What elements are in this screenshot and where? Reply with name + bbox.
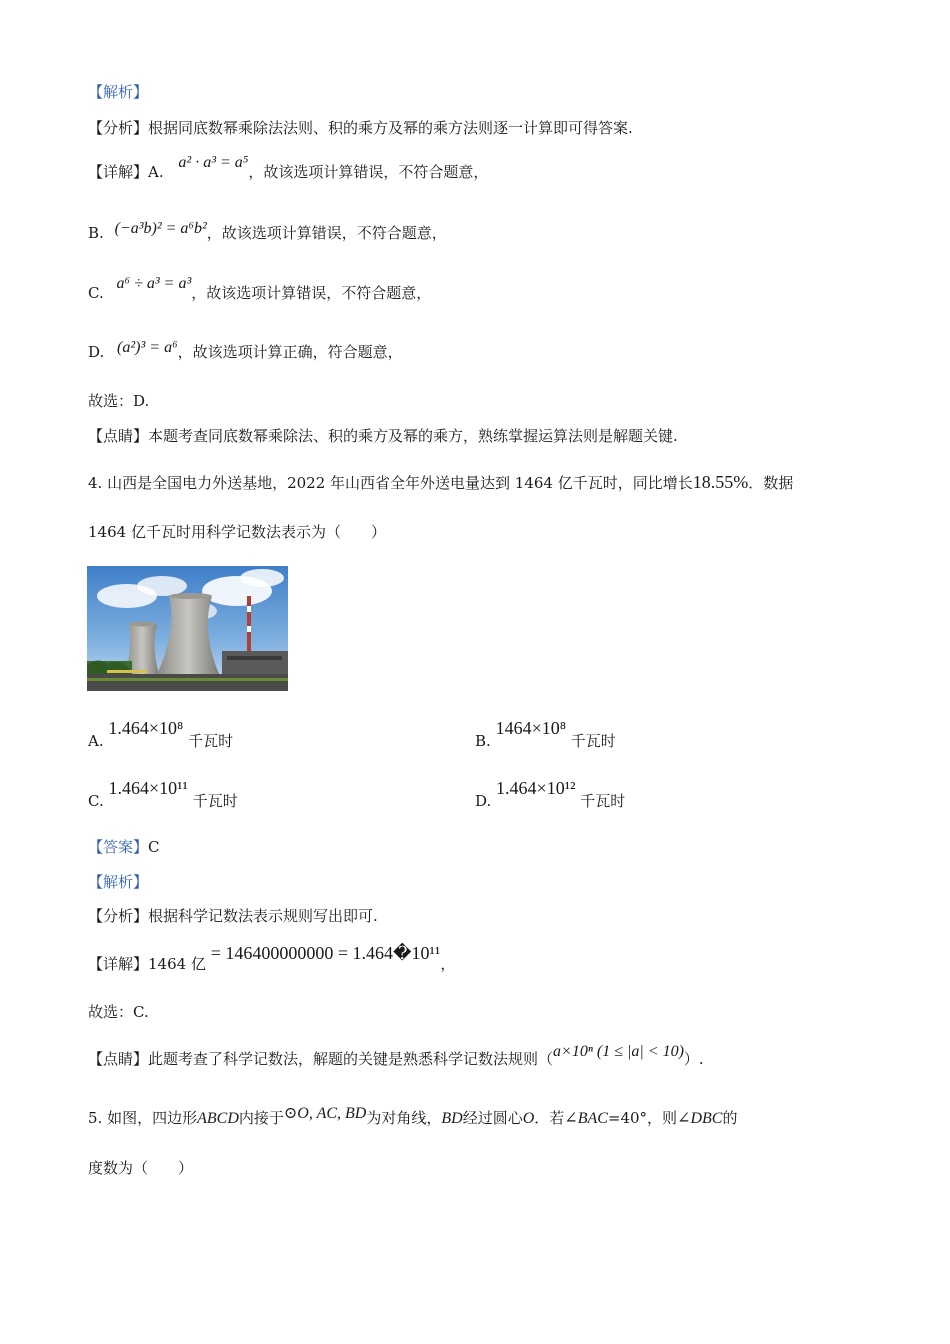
q4-fenxi-text: 根据科学记数法表示规则写出即可. bbox=[148, 907, 378, 925]
q4-option-a-unit: 千瓦时 bbox=[188, 732, 234, 750]
q5-t1: 内接于 bbox=[238, 1109, 284, 1127]
q5-stem-1a: 5. 如图，四边形 bbox=[88, 1109, 198, 1127]
q4-fenxi-tag: 【分析】 bbox=[88, 907, 149, 925]
q4-option-d-unit: 千瓦时 bbox=[580, 792, 626, 810]
option-c-text: ，故该选项计算错误，不符合题意， bbox=[191, 284, 432, 302]
option-a-label: A. bbox=[148, 163, 164, 181]
q4-option-b[interactable] bbox=[475, 718, 616, 750]
q5-m6: ∠DBC bbox=[677, 1110, 723, 1127]
fenxi-tag: 【分析】 bbox=[88, 119, 149, 137]
option-d-text: ，故该选项计算正确，符合题意， bbox=[177, 343, 403, 361]
q5-m1: ABCD bbox=[197, 1110, 239, 1127]
q5-t5: =40°，则 bbox=[607, 1109, 678, 1127]
analysis-tag: 【解析】 bbox=[88, 83, 149, 101]
q4-answer-line bbox=[88, 837, 160, 857]
q5-t2: 为对角线， bbox=[366, 1109, 442, 1127]
cooling-tower-photo bbox=[87, 566, 288, 691]
cooling-tower-icon bbox=[87, 566, 288, 691]
q4-option-a-label: A. bbox=[88, 732, 104, 750]
option-a-math: a² · a³ = a⁵ bbox=[178, 154, 249, 171]
dianjing-text: 本题考查同底数幂乘除法、积的乘方及幂的乘方，熟练掌握运算法则是解题关键. bbox=[148, 427, 678, 445]
detail-line-c bbox=[88, 275, 432, 304]
q5-stem-line1 bbox=[88, 1105, 738, 1129]
q5-t4: ．若 bbox=[534, 1109, 565, 1127]
fenxi-line bbox=[88, 118, 633, 138]
q4-option-c-unit: 千瓦时 bbox=[192, 792, 238, 810]
q4-stem-line2: 1464 亿千瓦时用科学记数法表示为（ ） bbox=[88, 523, 386, 541]
q4-stem-1b: ．数据 bbox=[748, 474, 794, 492]
q4-dianjing-text: 此题考查了科学记数法，解题的关键是熟悉科学记数法规则（ bbox=[148, 1050, 554, 1068]
q4-fenxi-line bbox=[88, 906, 378, 926]
dianjing-line bbox=[88, 426, 678, 446]
q4-detail-math: = 146400000000 = 1.464�10¹¹ bbox=[210, 943, 441, 963]
q4-option-d-math: 1.464×10¹² bbox=[496, 778, 576, 798]
q4-option-d[interactable] bbox=[475, 778, 626, 810]
q5-t6: 的 bbox=[722, 1109, 738, 1127]
option-a-text: ，故该选项计算错误，不符合题意， bbox=[248, 163, 489, 181]
option-b-text: ，故该选项计算错误，不符合题意， bbox=[206, 224, 447, 242]
q4-option-d-label: D. bbox=[475, 792, 492, 810]
detail-tag: 【详解】 bbox=[88, 163, 149, 181]
q4-option-b-label: B. bbox=[475, 732, 491, 750]
option-c-math: a⁶ ÷ a³ = a³ bbox=[116, 275, 192, 292]
dianjing-tag: 【点睛】 bbox=[88, 427, 149, 445]
q4-dianjing-math: a×10ⁿ (1 ≤ |a| < 10) bbox=[553, 1043, 684, 1060]
q4-dianjing-end: ）. bbox=[683, 1050, 704, 1068]
q4-option-b-unit: 千瓦时 bbox=[570, 732, 616, 750]
q4-option-c-math: 1.464×10¹¹ bbox=[108, 778, 188, 798]
option-c-label: C. bbox=[88, 284, 104, 302]
q4-detail-post: ， bbox=[440, 955, 456, 973]
q5-m2: ⊙O, AC, BD bbox=[283, 1105, 367, 1122]
q4-option-c-label: C. bbox=[88, 792, 104, 810]
fenxi-text: 根据同底数幂乘除法法则、积的乘方及幂的乘方法则逐一计算即可得答案. bbox=[148, 119, 633, 137]
q4-option-b-math: 1464×10⁸ bbox=[495, 718, 567, 738]
q4-detail-pre: 1464 亿 bbox=[148, 955, 206, 973]
q5-m4: O bbox=[522, 1110, 535, 1127]
q4-dianjing-tag: 【点睛】 bbox=[88, 1050, 149, 1068]
q4-stem-1a: 4. 山西是全国电力外送基地，2022 年山西省全年外送电量达到 1464 亿千瓦时，同比增长 bbox=[88, 474, 693, 492]
q4-analysis-tag: 【解析】 bbox=[88, 873, 149, 891]
detail-line-b bbox=[88, 220, 447, 244]
q4-dianjing-line bbox=[88, 1043, 704, 1070]
q4-detail-tag: 【详解】 bbox=[88, 955, 149, 973]
detail-line-d bbox=[88, 339, 403, 363]
q4-option-c[interactable] bbox=[88, 778, 238, 810]
option-d-label: D. bbox=[88, 343, 105, 361]
q4-answer: C bbox=[148, 838, 160, 856]
q4-stem-line1 bbox=[88, 472, 793, 493]
q4-answer-tag: 【答案】 bbox=[88, 838, 149, 856]
q4-detail-line bbox=[88, 943, 456, 974]
q4-stem-percent: 18.55% bbox=[692, 472, 749, 492]
option-b-math: (−a³b)² = a⁶b² bbox=[114, 220, 207, 237]
detail-line-a bbox=[88, 154, 489, 183]
option-b-label: B. bbox=[88, 224, 104, 242]
q5-m5: ∠BAC bbox=[564, 1110, 608, 1127]
q4-option-a[interactable] bbox=[88, 718, 234, 750]
q5-m3: BD bbox=[441, 1110, 463, 1127]
q5-stem-line2: 度数为（ ） bbox=[88, 1159, 194, 1177]
q4-choice-line: 故选：C. bbox=[88, 1003, 149, 1021]
choice-line: 故选：D. bbox=[88, 392, 150, 410]
q5-t3: 经过圆心 bbox=[462, 1109, 523, 1127]
q4-option-a-math: 1.464×10⁸ bbox=[108, 718, 184, 738]
option-d-math: (a²)³ = a⁶ bbox=[117, 339, 178, 356]
